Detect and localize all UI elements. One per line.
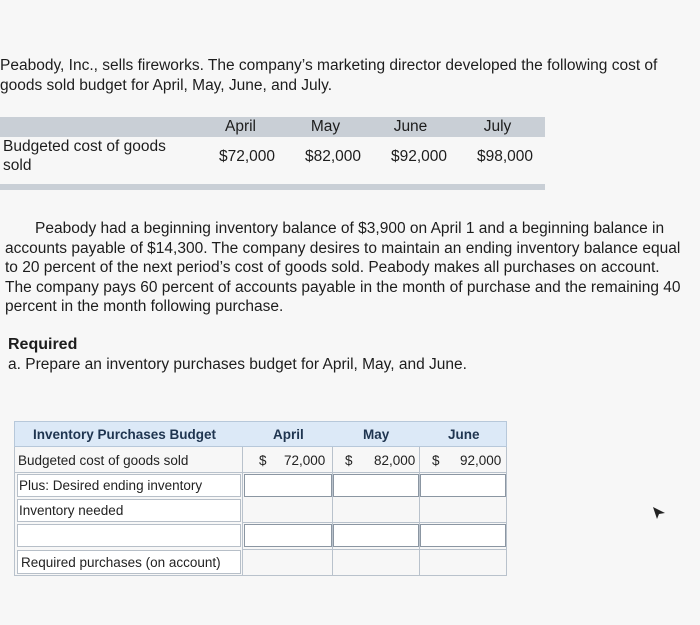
input-row4-april[interactable]	[244, 524, 332, 547]
row-label-box	[17, 499, 241, 522]
budget-header-april: April	[273, 427, 304, 442]
grid-line	[14, 575, 507, 576]
grid-line	[419, 447, 420, 576]
intro-paragraph: Peabody, Inc., sells fireworks. The company’s marketing director developed the following cost of goods sold budget for April, May, June, and July.	[0, 57, 658, 94]
budgeted-cogs-april: 72,000	[284, 453, 326, 468]
problem-details: Peabody had a beginning inventory balance of $3,900 on April 1 and a beginning balance in accounts payable of $14,300. The company desires to maintain an ending inventory balance equal to 20 percent of the next period’s cost of goods sold. Peabody makes all purchases on account. The company pays 60 percent of accounts payable in the month of purchase and the remaining 40 percent in the month following purchase.	[5, 220, 681, 315]
budgeted-cogs-may: 82,000	[374, 453, 416, 468]
input-row4-may[interactable]	[333, 524, 419, 547]
row-label-box	[17, 474, 241, 497]
row-label-budgeted-cogs: Budgeted cost of goods sold	[18, 453, 189, 468]
cogs-budget-table	[0, 115, 545, 191]
dollar-sign: $	[345, 453, 353, 468]
grid-line	[242, 447, 243, 576]
budget-header-row	[14, 421, 507, 447]
cogs-row-label: Budgeted cost of goods sold	[3, 138, 166, 174]
grid-line	[332, 447, 333, 576]
row-label-inventory-needed: Inventory needed	[19, 503, 124, 518]
input-desired-ending-inventory-june[interactable]	[420, 474, 506, 497]
cogs-month-june: June	[393, 118, 428, 135]
input-row4-june[interactable]	[420, 524, 506, 547]
cogs-bottom-band	[0, 184, 545, 190]
cogs-value-june: $92,000	[390, 148, 447, 165]
row-label-box[interactable]	[17, 524, 241, 547]
budget-header-june: June	[448, 427, 480, 442]
cursor-arrow-icon	[652, 506, 666, 520]
cogs-month-july: July	[483, 118, 512, 135]
grid-line	[14, 472, 507, 473]
cogs-month-april: April	[224, 118, 256, 135]
row-label-desired-ending-inventory: Plus: Desired ending inventory	[19, 478, 203, 493]
cogs-value-july: $98,000	[476, 148, 533, 165]
input-desired-ending-inventory-april[interactable]	[244, 474, 332, 497]
row-label-box	[17, 550, 241, 574]
cogs-value-may: $82,000	[304, 148, 361, 165]
required-heading: Required	[8, 336, 78, 353]
cogs-month-may: May	[310, 118, 341, 135]
dollar-sign: $	[432, 453, 440, 468]
grid-line	[14, 447, 15, 576]
grid-line	[242, 522, 506, 523]
grid-line	[242, 549, 506, 550]
row-label-required-purchases: Required purchases (on account)	[21, 555, 221, 570]
cogs-value-april: $72,000	[218, 148, 275, 165]
budgeted-cogs-june: 92,000	[460, 453, 502, 468]
budget-header-may: May	[363, 427, 390, 442]
required-part-a: a. Prepare an inventory purchases budget for April, May, and June.	[8, 356, 467, 373]
input-desired-ending-inventory-may[interactable]	[333, 474, 419, 497]
inventory-purchases-budget-table	[14, 421, 507, 576]
grid-line	[506, 447, 507, 576]
dollar-sign: $	[259, 453, 267, 468]
budget-header-label: Inventory Purchases Budget	[33, 427, 217, 442]
